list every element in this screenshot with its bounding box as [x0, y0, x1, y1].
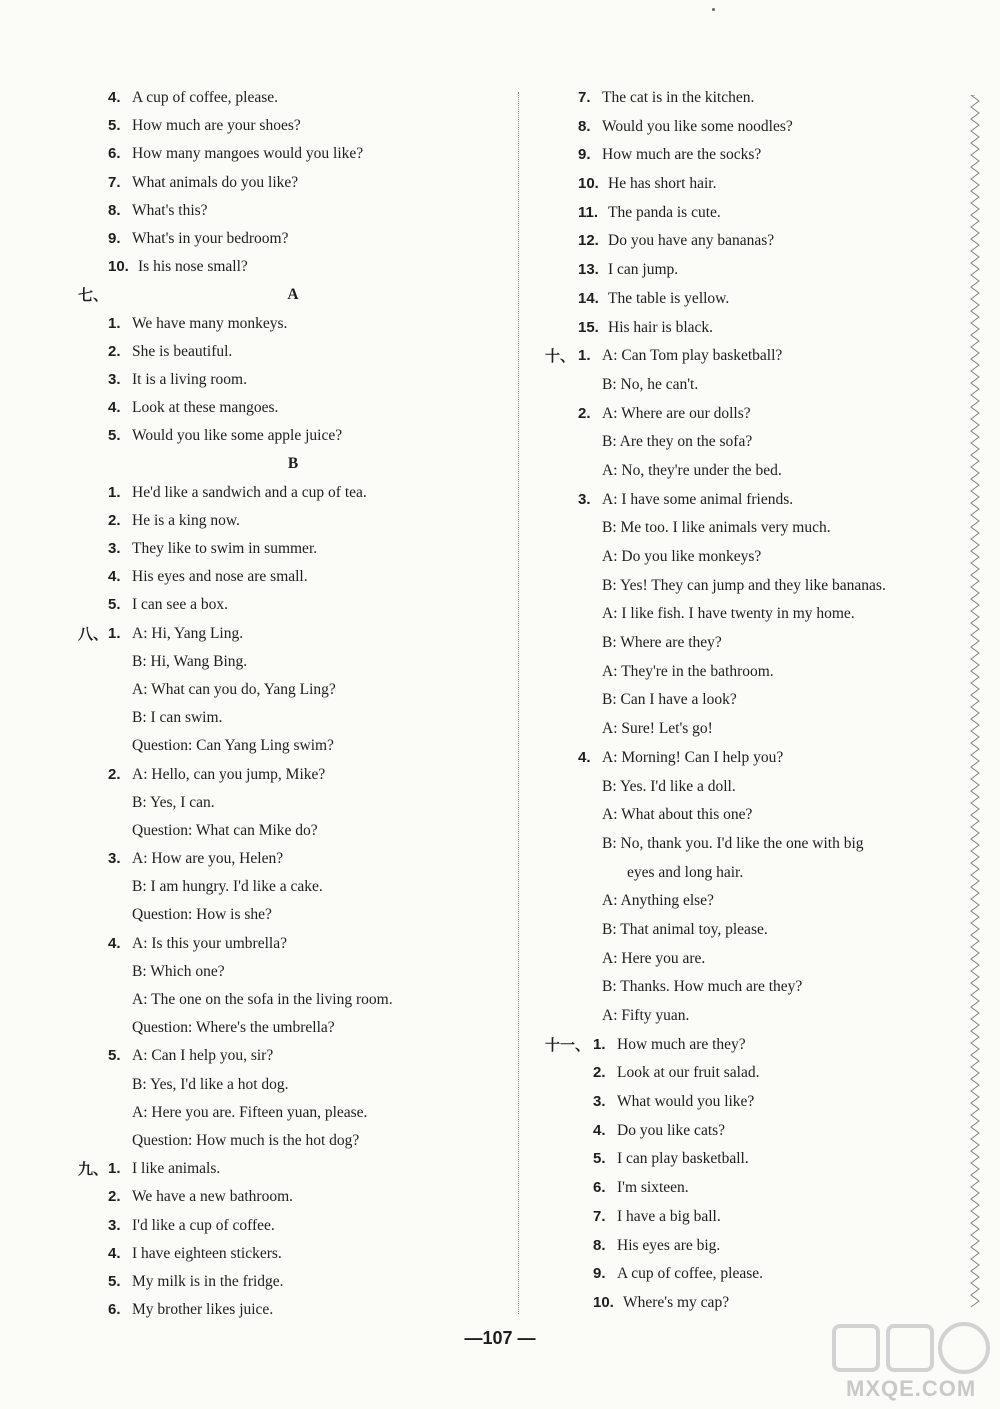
- item-number: 5.: [108, 1047, 121, 1065]
- section-marker: 七、: [78, 286, 109, 305]
- answer-line: [78, 338, 508, 366]
- answer-text: B: Yes! They can jump and they like bananas.: [602, 576, 886, 594]
- item-number: 2.: [108, 511, 121, 529]
- answer-line: [545, 1088, 975, 1117]
- item-number: 4.: [108, 1244, 121, 1262]
- item-number: 2.: [108, 765, 121, 783]
- left-column: [78, 84, 508, 1324]
- answer-line: [78, 366, 508, 394]
- answer-line: [78, 789, 508, 817]
- answer-line: [78, 591, 508, 619]
- item-number: 4.: [108, 89, 121, 106]
- answer-text: How much are the socks?: [602, 146, 762, 164]
- item-number: 1.: [578, 347, 591, 365]
- section-marker: 八、: [78, 624, 109, 643]
- answer-text: The panda is cute.: [608, 203, 721, 221]
- answer-line: [545, 486, 975, 515]
- answer-line: [545, 1002, 975, 1031]
- answer-line: [545, 342, 975, 371]
- item-number: 2.: [108, 342, 121, 360]
- item-number: 1.: [108, 483, 121, 501]
- answer-line: [78, 1071, 508, 1099]
- answer-line: [78, 535, 508, 563]
- answer-line: [78, 648, 508, 676]
- item-number: 5.: [108, 1272, 121, 1290]
- answer-text: They like to swim in summer.: [132, 540, 318, 557]
- answer-text: A: Anything else?: [602, 892, 714, 910]
- answer-text: Where's my cap?: [623, 1293, 730, 1311]
- answer-line: [78, 1099, 508, 1127]
- answer-line: [78, 281, 508, 309]
- answer-line: [545, 1232, 975, 1261]
- item-number: 5.: [108, 117, 121, 135]
- answer-text: B: No, he can't.: [602, 375, 699, 393]
- page-number: —107 —: [464, 1328, 536, 1348]
- answer-text: B: Where are they?: [602, 634, 722, 652]
- answer-text: B: Yes, I'd like a hot dog.: [132, 1075, 289, 1093]
- item-number: 4.: [578, 748, 591, 766]
- answer-line: [78, 1183, 508, 1211]
- answer-text: A: Is this your umbrella?: [132, 934, 287, 952]
- answer-text: He has short hair.: [608, 175, 717, 193]
- answer-line: [78, 676, 508, 704]
- answer-line: [78, 817, 508, 845]
- answer-text: A cup of coffee, please.: [617, 1265, 764, 1283]
- answer-text: The table is yellow.: [608, 289, 730, 307]
- item-number: 1.: [108, 1160, 121, 1178]
- item-number: 9.: [593, 1265, 606, 1283]
- item-number: 7.: [578, 89, 591, 106]
- answer-text: I can play basketball.: [617, 1150, 749, 1168]
- answer-text: A: How are you, Helen?: [132, 850, 284, 868]
- item-number: 8.: [108, 201, 121, 219]
- answer-text: A: Hello, can you jump, Mike?: [132, 765, 326, 783]
- answer-line: [78, 732, 508, 760]
- answer-line: [78, 958, 508, 986]
- item-number: 8.: [593, 1236, 606, 1254]
- answer-line: [545, 916, 975, 945]
- answer-text: B: No, thank you. I'd like the one with big: [602, 834, 864, 852]
- answer-text: His eyes are big.: [617, 1236, 721, 1254]
- answer-text: B: Me too. I like animals very much.: [602, 519, 831, 537]
- answer-text: Question: Can Yang Ling swim?: [132, 737, 334, 755]
- answer-text: I'd like a cup of coffee.: [132, 1216, 275, 1234]
- answer-line: [545, 686, 975, 715]
- answer-line: [545, 113, 975, 142]
- answer-text: Question: What can Mike do?: [132, 821, 318, 839]
- answer-text: How much are they?: [617, 1035, 746, 1053]
- answer-line: [545, 1059, 975, 1088]
- answer-line: [78, 930, 508, 958]
- answer-text: I have eighteen stickers.: [132, 1244, 282, 1262]
- item-number: 10.: [593, 1293, 614, 1311]
- answer-text: It is a living room.: [132, 370, 247, 388]
- answer-text: What would you like?: [617, 1093, 755, 1111]
- answer-line: [78, 507, 508, 535]
- item-number: 6.: [108, 1301, 121, 1319]
- answer-text: A: Morning! Can I help you?: [602, 748, 784, 766]
- answer-text: A: Fifty yuan.: [602, 1007, 690, 1024]
- answer-line: [545, 1117, 975, 1146]
- answer-line: [545, 715, 975, 744]
- answer-line: [545, 514, 975, 543]
- answer-line: [545, 859, 975, 888]
- answer-line: [545, 1031, 975, 1060]
- item-number: 6.: [108, 145, 121, 163]
- item-number: 1.: [593, 1035, 606, 1053]
- answer-text: How many mangoes would you like?: [132, 145, 364, 163]
- answer-line: [545, 256, 975, 285]
- answer-line: [545, 428, 975, 457]
- answer-line: [78, 310, 508, 338]
- answer-line: [78, 112, 508, 140]
- answer-line: [78, 986, 508, 1014]
- item-number: 14.: [578, 289, 599, 307]
- answer-text: We have a new bathroom.: [132, 1188, 294, 1206]
- speck: [712, 8, 715, 11]
- item-number: 7.: [108, 173, 121, 191]
- answer-text: B: Yes. I'd like a doll.: [602, 777, 736, 795]
- answer-line: [545, 227, 975, 256]
- item-number: 1.: [108, 314, 121, 332]
- answer-text: A: What can you do, Yang Ling?: [132, 680, 336, 698]
- answer-line: [78, 1127, 508, 1155]
- answer-text: I can see a box.: [132, 596, 228, 614]
- item-number: 3.: [578, 490, 591, 508]
- answer-text: How much are your shoes?: [132, 117, 301, 135]
- answer-line: [545, 457, 975, 486]
- answer-line: [78, 169, 508, 197]
- item-number: 11.: [578, 203, 599, 221]
- answer-line: [545, 371, 975, 400]
- item-number: 6.: [593, 1179, 606, 1197]
- answer-text: I have a big ball.: [617, 1207, 721, 1225]
- answer-line: [78, 225, 508, 253]
- answer-line: [545, 773, 975, 802]
- answer-line: [545, 141, 975, 170]
- answer-line: [78, 1212, 508, 1240]
- answer-line: [78, 1042, 508, 1070]
- answer-text: A: They're in the bathroom.: [602, 662, 774, 680]
- item-number: 3.: [593, 1093, 606, 1111]
- item-number: 3.: [108, 1216, 121, 1234]
- item-number: 5.: [593, 1150, 606, 1168]
- answer-line: [545, 801, 975, 830]
- answer-line: [545, 400, 975, 429]
- answer-text: What animals do you like?: [132, 173, 299, 191]
- item-number: 12.: [578, 232, 599, 250]
- item-number: 9.: [108, 229, 121, 247]
- answer-text: A: Sure! Let's go!: [602, 720, 713, 738]
- item-number: 5.: [108, 427, 121, 445]
- answer-text: A: I have some animal friends.: [602, 490, 794, 508]
- answer-line: [78, 1268, 508, 1296]
- item-number: 3.: [108, 850, 121, 868]
- answer-text: Is his nose small?: [138, 258, 248, 276]
- answer-text: A: Can I help you, sir?: [132, 1047, 274, 1065]
- answer-text: B: Hi, Wang Bing.: [132, 652, 248, 670]
- answer-line: [545, 830, 975, 859]
- item-number: 4.: [593, 1121, 606, 1139]
- answer-text: eyes and long hair.: [627, 863, 744, 881]
- item-number: 2.: [108, 1188, 121, 1206]
- answer-text: A cup of coffee, please.: [132, 89, 279, 106]
- answer-text: I like animals.: [132, 1160, 221, 1178]
- answer-text: I'm sixteen.: [617, 1179, 689, 1197]
- part-heading: B: [287, 455, 299, 473]
- answer-text: What's this?: [132, 201, 208, 219]
- item-number: 13.: [578, 261, 599, 279]
- answer-text: A: Here you are. Fifteen yuan, please.: [132, 1103, 368, 1121]
- section-marker: 十一、: [545, 1035, 591, 1054]
- answer-text: A: I like fish. I have twenty in my home.: [602, 605, 855, 623]
- item-number: 10.: [108, 258, 129, 276]
- item-number: 15.: [578, 318, 599, 336]
- answer-line: [545, 199, 975, 228]
- answer-text: Do you have any bananas?: [608, 232, 775, 250]
- column-divider: [518, 92, 519, 1314]
- answer-line: [78, 704, 508, 732]
- answer-text: A: No, they're under the bed.: [602, 461, 782, 479]
- right-column: [545, 84, 975, 1318]
- answer-line: [78, 84, 508, 112]
- answer-line: [78, 140, 508, 168]
- answer-text: A: What about this one?: [602, 806, 753, 824]
- answer-text: She is beautiful.: [132, 342, 233, 360]
- item-number: 3.: [108, 540, 121, 557]
- watermark-text: MXQE.COM: [846, 1376, 977, 1401]
- answer-text: Look at these mangoes.: [132, 399, 279, 417]
- answer-text: Question: Where's the umbrella?: [132, 1019, 335, 1037]
- answer-text: His eyes and nose are small.: [132, 568, 308, 586]
- answer-text: A: Here you are.: [602, 949, 706, 967]
- answer-text: A: The one on the sofa in the living room.: [132, 991, 393, 1008]
- answer-text: B: That animal toy, please.: [602, 920, 768, 938]
- item-number: 4.: [108, 399, 121, 417]
- answer-text: B: I am hungry. I'd like a cake.: [132, 878, 323, 896]
- answer-line: [545, 1289, 975, 1318]
- answer-line: [78, 197, 508, 225]
- answer-line: [545, 887, 975, 916]
- answer-text: Would you like some noodles?: [602, 117, 793, 135]
- item-number: 3.: [108, 370, 121, 388]
- answer-line: [78, 873, 508, 901]
- answer-text: B: Yes, I can.: [132, 793, 215, 811]
- answer-line: [545, 973, 975, 1002]
- answer-text: A: Do you like monkeys?: [602, 548, 762, 565]
- answer-line: [78, 620, 508, 648]
- answer-line: [78, 563, 508, 591]
- answer-line: [545, 1203, 975, 1232]
- answer-line: [78, 479, 508, 507]
- answer-text: A: Where are our dolls?: [602, 404, 751, 422]
- answer-text: A: Hi, Yang Ling.: [132, 624, 244, 642]
- answer-line: [78, 394, 508, 422]
- answer-line: [545, 314, 975, 343]
- answer-text: B: Thanks. How much are they?: [602, 978, 803, 996]
- answer-line: [545, 744, 975, 773]
- answer-line: [78, 845, 508, 873]
- answer-line: [545, 1174, 975, 1203]
- item-number: 4.: [108, 934, 121, 952]
- answer-line: [545, 543, 975, 572]
- answer-line: [78, 761, 508, 789]
- answer-text: Do you like cats?: [617, 1121, 726, 1139]
- section-marker: 九、: [78, 1160, 109, 1179]
- answer-line: [78, 1240, 508, 1268]
- answer-line: [78, 901, 508, 929]
- answer-line: [78, 1296, 508, 1324]
- answer-text: Look at our fruit salad.: [617, 1064, 760, 1082]
- item-number: 10.: [578, 175, 599, 193]
- answer-line: [78, 422, 508, 450]
- answer-line: [78, 1155, 508, 1183]
- item-number: 9.: [578, 146, 591, 164]
- answer-text: My brother likes juice.: [132, 1301, 274, 1319]
- answer-text: B: I can swim.: [132, 709, 223, 727]
- item-number: 7.: [593, 1207, 606, 1225]
- answer-text: B: Can I have a look?: [602, 691, 737, 709]
- answer-text: A: Can Tom play basketball?: [602, 347, 783, 365]
- answer-line: [545, 285, 975, 314]
- answer-text: My milk is in the fridge.: [132, 1272, 284, 1290]
- answer-text: He'd like a sandwich and a cup of tea.: [132, 483, 367, 501]
- answer-line: [545, 572, 975, 601]
- answer-line: [78, 1014, 508, 1042]
- answer-text: Question: How much is the hot dog?: [132, 1131, 360, 1149]
- answer-line: [545, 1145, 975, 1174]
- answer-text: I can jump.: [608, 261, 679, 279]
- answer-line: [78, 450, 508, 478]
- item-number: 2.: [578, 404, 591, 422]
- answer-line: [78, 253, 508, 281]
- answer-line: [545, 658, 975, 687]
- item-number: 1.: [108, 624, 121, 642]
- item-number: 2.: [593, 1064, 606, 1082]
- answer-line: [545, 170, 975, 199]
- answer-line: [545, 1260, 975, 1289]
- answer-line: [545, 84, 975, 113]
- answer-line: [545, 945, 975, 974]
- answer-text: Would you like some apple juice?: [132, 427, 343, 445]
- item-number: 5.: [108, 596, 121, 614]
- answer-line: [545, 629, 975, 658]
- answer-text: We have many monkeys.: [132, 314, 288, 332]
- answer-text: The cat is in the kitchen.: [602, 89, 755, 106]
- answer-text: Question: How is she?: [132, 906, 272, 924]
- answer-text: His hair is black.: [608, 318, 714, 336]
- answer-text: He is a king now.: [132, 511, 240, 529]
- page-edge-zigzag: [968, 95, 982, 1310]
- answer-text: B: Which one?: [132, 962, 225, 980]
- answer-text: B: Are they on the sofa?: [602, 433, 753, 451]
- part-heading: A: [287, 286, 299, 304]
- item-number: 4.: [108, 568, 121, 586]
- answer-line: [545, 600, 975, 629]
- item-number: 8.: [578, 117, 591, 135]
- answer-text: What's in your bedroom?: [132, 229, 289, 247]
- section-marker: 十、: [545, 347, 576, 366]
